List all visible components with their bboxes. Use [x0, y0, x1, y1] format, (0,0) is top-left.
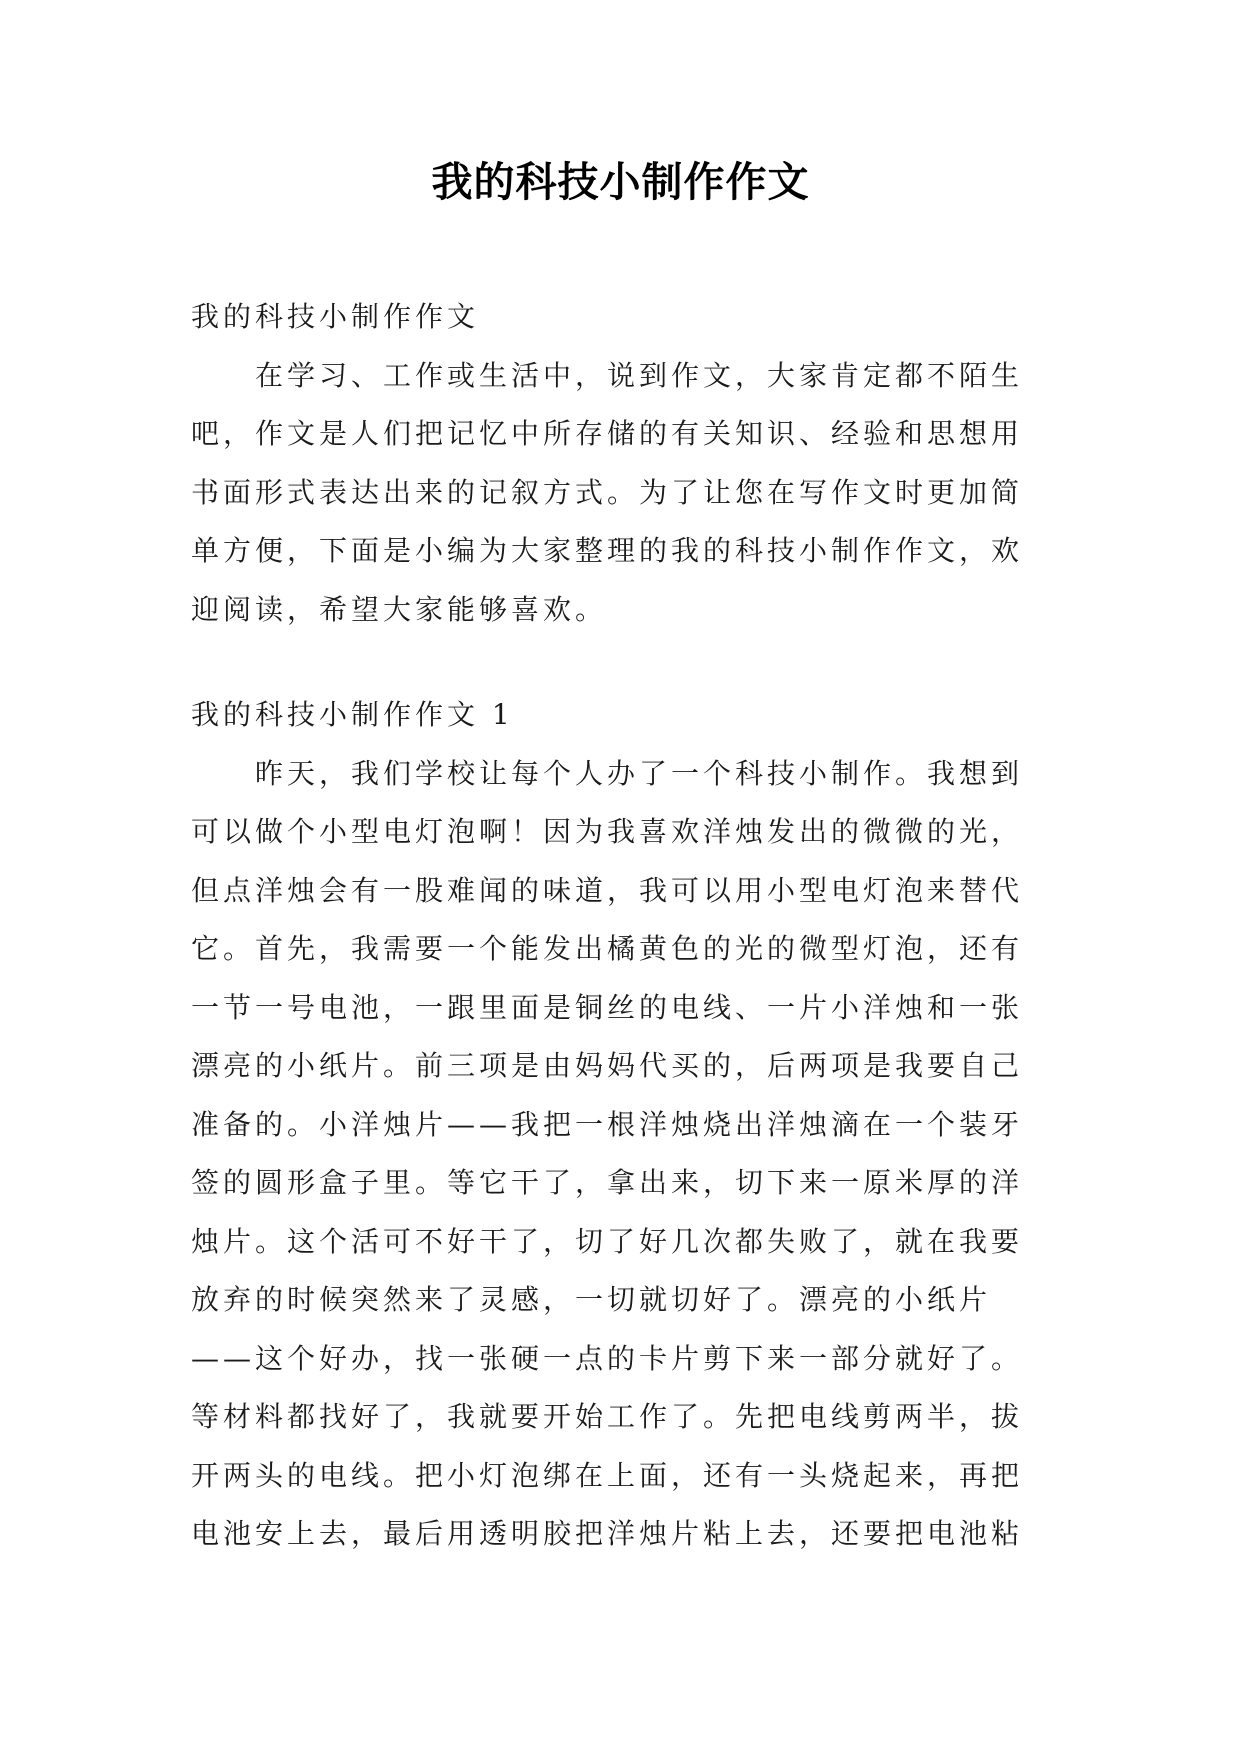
paragraph-line: ——这个好办，找一张硬一点的卡片剪下来一部分就好了。	[191, 1341, 1024, 1375]
document-title: 我的科技小制作作文	[431, 158, 810, 206]
paragraph-line: 可以做个小型电灯泡啊！因为我喜欢洋烛发出的微微的光，	[191, 815, 1024, 848]
section-heading: 我的科技小制作作文 1	[191, 698, 514, 731]
paragraph-line: 放弃的时候突然来了灵感，一切就切好了。漂亮的小纸片	[191, 1283, 992, 1316]
paragraph-line: 昨天，我们学校让每个人办了一个科技小制作。我想到	[191, 756, 1024, 790]
intro-heading: 我的科技小制作作文	[191, 300, 480, 333]
paragraph-line: 等材料都找好了，我就要开始工作了。先把电线剪两半，拔	[191, 1400, 1024, 1433]
paragraph-line: 书面形式表达出来的记叙方式。为了让您在写作文时更加简	[191, 475, 1024, 509]
paragraph-line: 但点洋烛会有一股难闻的味道，我可以用小型电灯泡来替代	[191, 873, 1024, 907]
document-body	[191, 288, 1051, 1564]
paragraph-line: 它。首先，我需要一个能发出橘黄色的光的微型灯泡，还有	[191, 932, 1024, 965]
paragraph-line: 烛片。这个活可不好干了，切了好几次都失败了，就在我要	[191, 1224, 1024, 1258]
paragraph-line: 吧，作文是人们把记忆中所存储的有关知识、经验和思想用	[191, 417, 1024, 450]
paragraph-line: 电池安上去，最后用透明胶把洋烛片粘上去，还要把电池粘	[191, 1517, 1024, 1550]
section-spacer	[191, 639, 1051, 686]
paragraph-line: 签的圆形盒子里。等它干了，拿出来，切下来一原米厚的洋	[191, 1166, 1024, 1199]
paragraph-line: 漂亮的小纸片。前三项是由妈妈代买的，后两项是我要自己	[191, 1049, 1024, 1082]
paragraph-line: 准备的。小洋烛片——我把一根洋烛烧出洋烛滴在一个装牙	[191, 1107, 1024, 1141]
paragraph-line: 迎阅读，希望大家能够喜欢。	[191, 592, 608, 626]
paragraph-line: 一节一号电池，一跟里面是铜丝的电线、一片小洋烛和一张	[191, 990, 1024, 1024]
paragraph-line: 开两头的电线。把小灯泡绑在上面，还有一头烧起来，再把	[191, 1458, 1024, 1492]
paragraph-line: 在学习、工作或生活中，说到作文，大家肯定都不陌生	[191, 358, 1024, 392]
paragraph-line: 单方便，下面是小编为大家整理的我的科技小制作作文，欢	[191, 534, 1024, 567]
